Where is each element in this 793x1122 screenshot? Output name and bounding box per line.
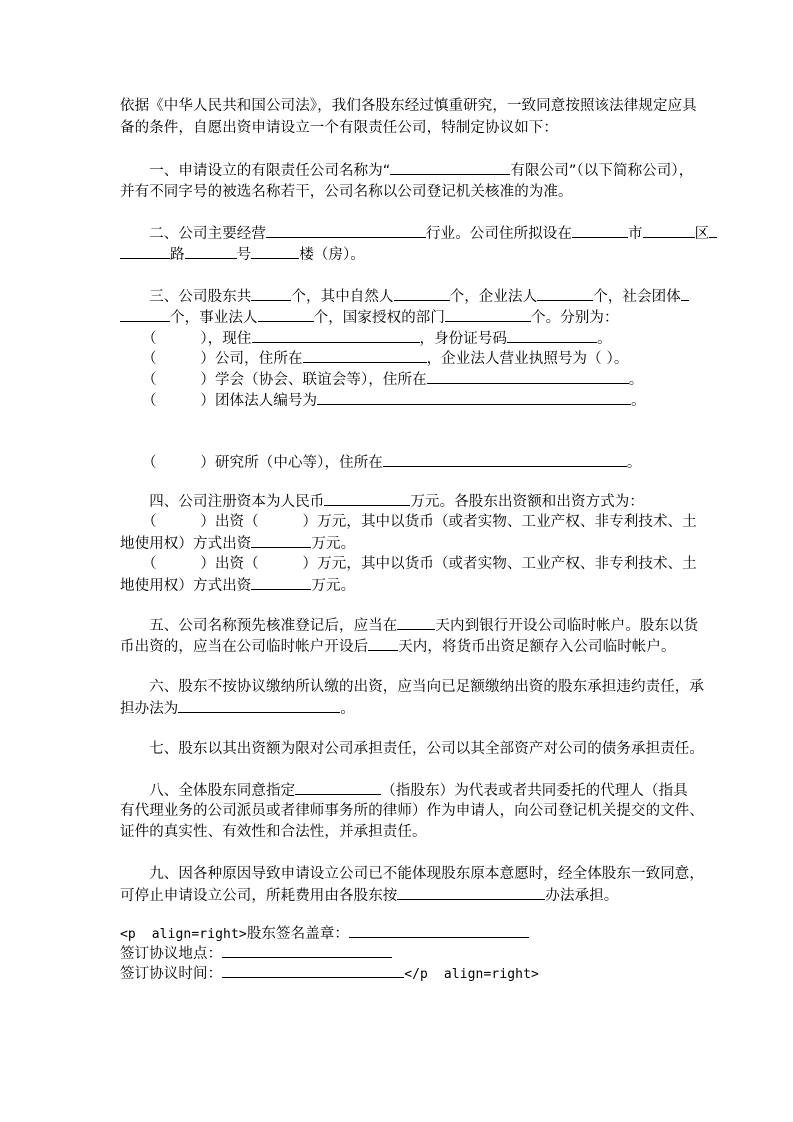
section-3-row-3 xyxy=(120,369,643,390)
blank-designated-shareholder xyxy=(295,780,381,795)
text: 有限公司”（以下简称公司）， xyxy=(510,163,694,179)
text: 个，国家授权的部门 xyxy=(313,310,446,326)
text: 天内到银行开设公司临时帐户。股东以货 xyxy=(435,618,699,634)
section-3-row-4 xyxy=(120,390,646,411)
text: 八、全体股东同意指定 xyxy=(120,783,296,799)
text: 区 xyxy=(694,226,710,242)
text: ，身份证号码 xyxy=(419,331,508,347)
blank-contribution xyxy=(251,533,311,548)
blank-group-number xyxy=(317,390,631,405)
section-7-line-1: 七、股东以其出资额为限对公司承担责任，公司以其全部资产对公司的债务承担责任。 xyxy=(120,741,704,757)
blank-district xyxy=(643,223,695,238)
text: 签订协议地点： xyxy=(120,946,223,962)
section-4-line-1 xyxy=(120,491,644,512)
text: 市 xyxy=(628,226,643,242)
html-tag-text: <p align=right> xyxy=(120,927,247,942)
blank-natural-persons xyxy=(394,286,450,301)
text: 个。分别为： xyxy=(531,310,619,326)
blank-id-number xyxy=(507,328,597,343)
text: （ ）学会（协会、联谊会等），住所在 xyxy=(120,372,427,388)
blank-company-address xyxy=(303,348,427,363)
blank-time xyxy=(222,963,404,978)
blank-business xyxy=(266,223,426,238)
section-3-line-2 xyxy=(120,307,619,328)
blank-road xyxy=(120,244,170,259)
section-1-line-2: 并有不同字号的被选名称若干，公司名称以公司登记机关核准的为准。 xyxy=(120,184,573,200)
text: 二、公司主要经营 xyxy=(120,226,266,242)
text: 路 xyxy=(170,247,185,263)
section-8-line-3: 证件的真实性、有效性和合法性，并承担责任。 xyxy=(120,824,427,840)
text: 三、公司股东共 xyxy=(120,289,252,305)
blank-institute-address xyxy=(383,452,627,467)
text: 四、公司注册资本为人民币 xyxy=(120,494,325,510)
text: 一、申请设立的有限责任公司名称为“ xyxy=(120,163,391,179)
section-9-line-2 xyxy=(120,885,618,906)
blank-registered-capital xyxy=(324,491,410,506)
blank-place xyxy=(222,943,392,958)
signature-place-line xyxy=(120,943,392,964)
signature-seal-line xyxy=(120,923,529,945)
text: 。 xyxy=(340,701,356,717)
blank-city xyxy=(572,223,628,238)
text: （ ）公司，住所在 xyxy=(120,351,303,367)
section-8-line-2: 有代理业务的公司派员或者律师事务所的律师）作为申请人，向公司登记机关提交的文件、 xyxy=(120,803,704,819)
text: 。 xyxy=(628,372,644,388)
section-3-row-5 xyxy=(120,452,642,473)
text: 地使用权）方式出资 xyxy=(120,578,252,594)
section-9-line-1: 九、因各种原因导致申请设立公司已不能体现股东原本意愿时，经全体股东一致同意， xyxy=(120,866,704,882)
section-3-row-1 xyxy=(120,328,612,349)
section-2-line-2 xyxy=(120,244,365,265)
blank-cost-method xyxy=(397,885,545,900)
section-4-row-1b xyxy=(120,533,355,554)
blank-company-name xyxy=(390,160,510,175)
text: 个，社会团体 xyxy=(593,289,681,305)
section-2-line-1 xyxy=(120,223,717,244)
text: 币出资的，应当在公司临时帐户开设后 xyxy=(120,639,369,655)
html-tag-text: </p align=right> xyxy=(404,967,539,982)
blank-public-institutions xyxy=(258,307,314,322)
text: 个，其中自然人 xyxy=(291,289,394,305)
blank-association-address xyxy=(427,369,629,384)
blank-social-groups xyxy=(120,307,170,322)
blank-number xyxy=(185,244,237,259)
text: 。 xyxy=(631,393,646,409)
section-3-row-2 xyxy=(120,348,628,369)
blank-enterprise-persons xyxy=(537,286,593,301)
section-8-line-1 xyxy=(120,780,688,801)
section-3-line-1 xyxy=(120,286,689,307)
text: （ ），现住 xyxy=(120,331,252,347)
text: 办法承担。 xyxy=(545,888,619,904)
text: 个，事业法人 xyxy=(170,310,258,326)
text: 签订协议时间： xyxy=(120,966,223,982)
text: 五、公司名称预先核准登记后，应当在 xyxy=(120,618,398,634)
intro-line-2: 备的条件，自愿出资申请设立一个有限责任公司，特制定协议如下： xyxy=(120,120,558,136)
text: 万元。各股东出资额和出资方式为： xyxy=(410,494,645,510)
text: （ ）研究所（中心等），住所在 xyxy=(120,455,383,471)
text: 万元。 xyxy=(311,536,356,552)
text: 号 xyxy=(236,247,252,263)
blank-residence xyxy=(252,328,420,343)
blank-liability-method xyxy=(178,698,340,713)
section-5-line-2 xyxy=(120,636,676,657)
text: 万元。 xyxy=(311,578,356,594)
blank-state-departments xyxy=(445,307,531,322)
blank-signature xyxy=(349,923,529,938)
text: 地使用权）方式出资 xyxy=(120,536,252,552)
signature-time-line xyxy=(120,963,539,985)
text: 担办法为 xyxy=(120,701,179,717)
text: ，企业法人营业执照号为（ ）。 xyxy=(426,351,629,367)
section-1-line-1 xyxy=(120,160,693,181)
text: 行业。公司住所拟设在 xyxy=(426,226,572,242)
text: 。 xyxy=(597,331,612,347)
text: 可停止申请设立公司，所耗费用由各股东按 xyxy=(120,888,398,904)
text: 天内，将货币出资足额存入公司临时帐户。 xyxy=(398,639,676,655)
text: 。 xyxy=(626,455,642,471)
blank xyxy=(709,223,717,238)
section-4-row-2b xyxy=(120,575,355,596)
intro-line-1: 依据《中华人民共和国公司法》，我们各股东经过慎重研究，一致同意按照该法律规定应具 xyxy=(120,98,697,114)
text: 个，企业法人 xyxy=(449,289,538,305)
blank-days xyxy=(368,636,398,651)
section-5-line-1 xyxy=(120,615,698,636)
blank xyxy=(681,286,689,301)
section-6-line-2 xyxy=(120,698,355,719)
section-4-row-2a: （ ）出资（ ）万元，其中以货币（或者实物、工业产权、非专利技术、土 xyxy=(120,556,697,572)
section-6-line-1: 六、股东不按协议缴纳所认缴的出资，应当向已足额缴纳出资的股东承担违约责任，承 xyxy=(120,679,704,695)
blank-building xyxy=(251,244,299,259)
section-4-row-1a: （ ）出资（ ）万元，其中以货币（或者实物、工业产权、非专利技术、土 xyxy=(120,514,697,530)
text: （指股东）为代表或者共同委托的代理人（指具 xyxy=(381,783,688,799)
blank-shareholders xyxy=(251,286,291,301)
blank-contribution xyxy=(251,575,311,590)
text: 楼（房）。 xyxy=(299,247,365,263)
blank-days xyxy=(397,615,435,630)
text: 股东签名盖章： xyxy=(246,926,350,942)
text: （ ）团体法人编号为 xyxy=(120,393,318,409)
